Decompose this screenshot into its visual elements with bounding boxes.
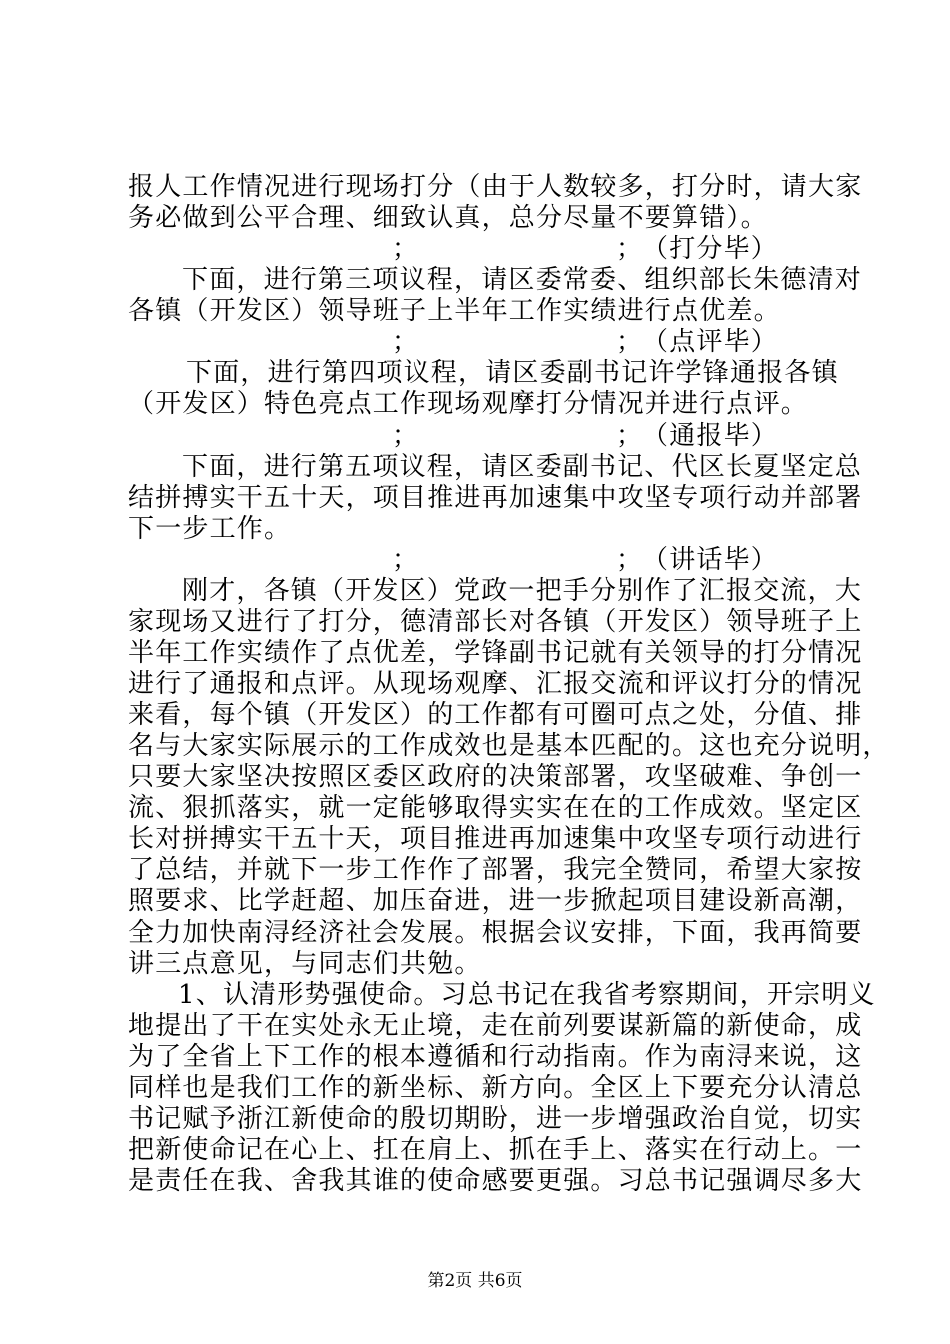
text-line: （开发区）特色亮点工作现场观摩打分情况并进行点评。: [128, 389, 809, 420]
text-line: 全力加快南浔经济社会发展。根据会议安排，下面，我再简要: [128, 917, 863, 948]
text-line: 只要大家坚决按照区委区政府的决策部署，攻坚破难、争创一: [128, 762, 863, 793]
text-line: 地提出了干在实处永无止境，走在前列要谋新篇的新使命，成: [128, 1010, 863, 1041]
semicolon: ；: [616, 234, 643, 265]
text-line: 下面，进行第四项议程，请区委副书记许学锋通报各镇: [186, 358, 839, 389]
semicolon: ；: [392, 420, 419, 451]
text-line: 是责任在我、舍我其谁的使命感要更强。习总书记强调尽多大: [128, 1166, 863, 1196]
text-line: 报人工作情况进行现场打分（由于人数较多，打分时，请大家: [128, 172, 863, 202]
text-line: 讲三点意见，与同志们共勉。: [128, 948, 482, 979]
text-line: 书记赋予浙江新使命的殷切期盼，进一步增强政治自觉，切实: [128, 1103, 863, 1134]
text-line: 了总结，并就下一步工作作了部署，我完全赞同，希望大家按: [128, 855, 863, 886]
stage-note: （通报毕）: [642, 420, 779, 451]
text-line: 下面，进行第五项议程，请区委副书记、代区长夏坚定总: [182, 451, 863, 482]
semicolon: ；: [392, 327, 419, 358]
text-line: 为了全省上下工作的根本遵循和行动指南。作为南浔来说，这: [128, 1041, 863, 1072]
text-line: 1、认清形势强使命。习总书记在我省考察期间，开宗明义: [178, 979, 876, 1010]
text-line: 家现场又进行了打分，德清部长对各镇（开发区）领导班子上: [128, 606, 863, 637]
text-line: 刚才，各镇（开发区）党政一把手分别作了汇报交流，大: [182, 575, 863, 606]
stage-direction-row: [0, 545, 950, 575]
text-line: 下一步工作。: [128, 513, 292, 544]
page-number-footer: 第2页 共6页: [427, 1271, 523, 1291]
stage-note: （打分毕）: [642, 234, 779, 265]
text-line: 务必做到公平合理、细致认真，总分尽量不要算错）。: [128, 203, 768, 234]
semicolon: ；: [616, 420, 643, 451]
text-line: 半年工作实绩作了点优差，学锋副书记就有关领导的打分情况: [128, 637, 863, 668]
semicolon: ；: [616, 327, 643, 358]
text-line: 照要求、比学赶超、加压奋进，进一步掀起项目建设新高潮，: [128, 886, 863, 917]
stage-note: （点评毕）: [642, 327, 779, 358]
stage-note: （讲话毕）: [642, 544, 779, 575]
stage-direction-row: [0, 421, 950, 451]
text-line: 流、狠抓落实，就一定能够取得实实在在的工作成效。坚定区: [128, 793, 863, 824]
semicolon: ；: [616, 544, 643, 575]
text-line: 进行了通报和点评。从现场观摩、汇报交流和评议打分的情况: [128, 669, 863, 699]
stage-direction-row: [0, 234, 950, 264]
text-line: 名与大家实际展示的工作成效也是基本匹配的。这也充分说明，: [128, 731, 890, 762]
text-line: 同样也是我们工作的新坐标、新方向。全区上下要充分认清总: [128, 1072, 863, 1103]
semicolon: ；: [392, 544, 419, 575]
text-line: 把新使命记在心上、扛在肩上、抓在手上、落实在行动上。一: [128, 1134, 863, 1165]
text-line: 结拼搏实干五十天，项目推进再加速集中攻坚专项行动并部署: [128, 482, 863, 513]
semicolon: ；: [392, 234, 419, 265]
text-line: 长对拼搏实干五十天，项目推进再加速集中攻坚专项行动进行: [128, 824, 863, 855]
text-line: 来看，每个镇（开发区）的工作都有可圈可点之处，分值、排: [128, 700, 863, 731]
text-line: 各镇（开发区）领导班子上半年工作实绩进行点优差。: [128, 296, 781, 327]
text-line: 下面，进行第三项议程，请区委常委、组织部长朱德清对: [182, 265, 863, 296]
stage-direction-row: [0, 327, 950, 357]
